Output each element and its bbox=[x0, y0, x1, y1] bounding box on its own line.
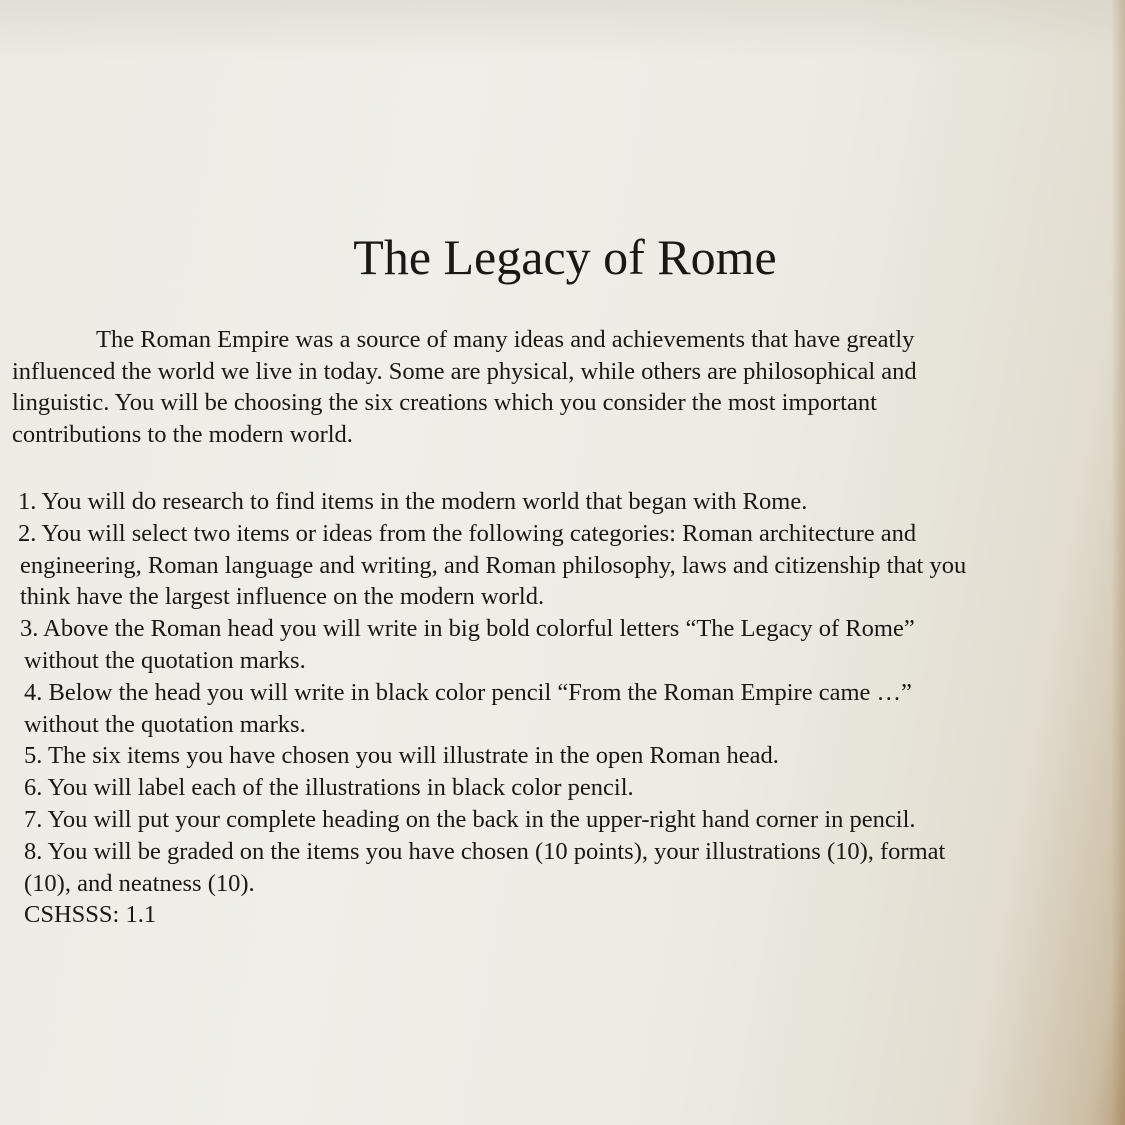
instruction-line: 5. The six items you have chosen you will illustrate in the open Roman head. bbox=[24, 742, 779, 770]
instruction-line: without the quotation marks. bbox=[24, 646, 306, 674]
intro-line: contributions to the modern world. bbox=[12, 420, 353, 448]
instruction-line: CSHSSS: 1.1 bbox=[24, 901, 157, 929]
instruction-line: think have the largest influence on the modern world. bbox=[20, 583, 545, 611]
instruction-line: 7. You will put your complete heading on the back in the upper-right hand corner in pencil. bbox=[24, 805, 916, 833]
paper-shading bbox=[0, 0, 1125, 60]
instruction-line: (10), and neatness (10). bbox=[24, 869, 255, 897]
instruction-line: engineering, Roman language and writing, and Roman philosophy, laws and citizenship that you bbox=[20, 551, 967, 579]
intro-paragraph bbox=[12, 324, 1102, 450]
intro-line: The Roman Empire was a source of many ideas and achievements that have greatly bbox=[96, 326, 915, 353]
document-title: The Legacy of Rome bbox=[353, 229, 777, 285]
instruction-line: 2. You will select two items or ideas from the following categories: Roman architecture and bbox=[18, 519, 917, 547]
page-edge-shadow bbox=[1111, 0, 1125, 1125]
instruction-line: 8. You will be graded on the items you have chosen (10 points), your illustrations (10), format bbox=[24, 837, 946, 865]
instruction-line: 6. You will label each of the illustrations in black color pencil. bbox=[24, 774, 634, 802]
instruction-line: 3. Above the Roman head you will write in big bold colorful letters “The Legacy of Rome” bbox=[20, 615, 915, 643]
intro-line: influenced the world we live in today. Some are physical, while others are philosophical and bbox=[12, 357, 917, 385]
intro-line: linguistic. You will be choosing the six creations which you consider the most important bbox=[12, 389, 877, 416]
instruction-list bbox=[18, 486, 1113, 931]
instruction-line: 4. Below the head you will write in black color pencil “From the Roman Empire came …” bbox=[24, 678, 912, 706]
instruction-line: without the quotation marks. bbox=[24, 710, 306, 738]
instruction-line: 1. You will do research to find items in the modern world that began with Rome. bbox=[18, 488, 808, 515]
